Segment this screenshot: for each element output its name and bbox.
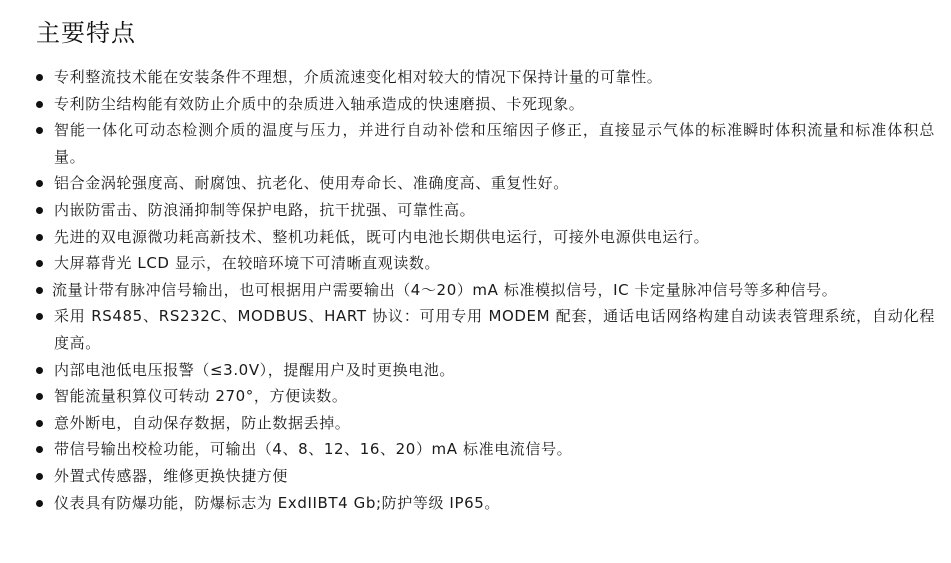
feature-text: 带信号输出校检功能，可输出（4、8、12、16、20）mA 标准电流信号。: [54, 440, 573, 459]
bullet-icon: [36, 367, 43, 374]
feature-text: 专利防尘结构能有效防止介质中的杂质进入轴承造成的快速磨损、卡死现象。: [54, 94, 585, 113]
feature-text: 采用 RS485、RS232C、MODBUS、HART 协议：可用专用 MODEM 配套，通话电话网络构建自动读表管理系统，自动化程度高。: [54, 307, 935, 352]
bullet-icon: [36, 500, 43, 507]
feature-text: 智能一体化可动态检测介质的温度与压力，并进行自动补偿和压缩因子修正，直接显示气体的标准瞬时体积流量和标准体积总量。: [54, 121, 935, 166]
bullet-icon: [36, 234, 43, 241]
feature-text: 先进的双电源微功耗高新技术、整机功耗低，既可内电池长期供电运行，可接外电源供电运行。: [54, 227, 710, 246]
feature-text: 内嵌防雷击、防浪涌抑制等保护电路，抗干扰强、可靠性高。: [54, 200, 476, 219]
bullet-icon: [36, 446, 43, 453]
feature-item: [36, 250, 935, 277]
bullet-icon: [36, 420, 43, 427]
feature-item: [36, 410, 935, 437]
feature-text: 专利整流技术能在安装条件不理想，介质流速变化相对较大的情况下保持计量的可靠性。: [54, 68, 663, 86]
bullet-icon: [36, 473, 43, 480]
bullet-icon: [36, 74, 43, 81]
feature-item: [36, 463, 935, 490]
feature-item: [36, 383, 935, 410]
feature-text: 流量计带有脉冲信号输出，也可根据用户需要输出（4～20）mA 标准模拟信号，IC 卡定量脉冲信号等多种信号。: [52, 280, 838, 299]
bullet-icon: [36, 127, 43, 134]
section-title: 主要特点: [36, 19, 136, 47]
feature-item: [36, 357, 935, 384]
feature-text: 大屏幕背光 LCD 显示，在较暗环境下可清晰直观读数。: [54, 254, 441, 273]
feature-text: 铝合金涡轮强度高、耐腐蚀、抗老化、使用寿命长、准确度高、重复性好。: [54, 174, 569, 193]
feature-item: [34, 277, 935, 304]
feature-text: 智能流量积算仪可转动 270°，方便读数。: [54, 387, 348, 406]
feature-item: [36, 436, 935, 463]
feature-list: [36, 64, 935, 516]
feature-item: [36, 303, 935, 356]
feature-item: [36, 117, 935, 170]
bullet-icon: [36, 101, 43, 108]
feature-text: 仪表具有防爆功能，防爆标志为 ExdIIBT4 Gb;防护等级 IP65。: [54, 493, 500, 512]
feature-item: [36, 91, 935, 118]
feature-item: [36, 490, 935, 517]
bullet-icon: [36, 287, 43, 294]
feature-text: 意外断电，自动保存数据，防止数据丢掉。: [54, 413, 351, 432]
bullet-icon: [36, 393, 43, 400]
bullet-icon: [36, 180, 43, 187]
feature-item: [36, 170, 935, 197]
feature-item: [36, 64, 935, 91]
bullet-icon: [36, 313, 43, 320]
bullet-icon: [36, 207, 43, 214]
feature-item: [36, 197, 935, 224]
feature-text: 外置式传感器，维修更换快捷方便: [54, 466, 289, 485]
bullet-icon: [36, 260, 43, 267]
feature-text: 内部电池低电压报警（≤3.0V），提醒用户及时更换电池。: [54, 360, 455, 379]
feature-item: [36, 224, 935, 251]
